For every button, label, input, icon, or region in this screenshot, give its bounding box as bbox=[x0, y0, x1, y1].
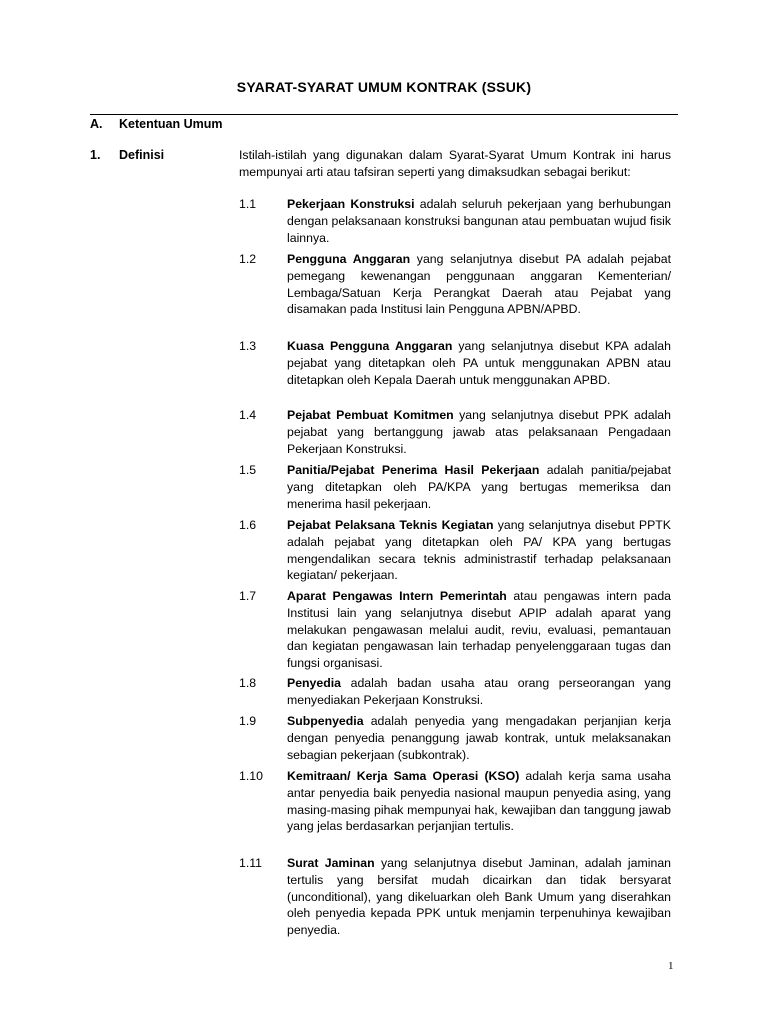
definition-number: 1. bbox=[90, 148, 101, 162]
section-number: A. bbox=[90, 117, 103, 131]
item-description: yang selanjutnya disebut PPK adalah pejabat yang bertanggung jawab atas pelaksanaan Pengadaan Pekerjaan Konstruksi. bbox=[287, 408, 671, 456]
item-description: yang selanjutnya disebut PPTK adalah pejabat yang ditetapkan oleh PA/ KPA yang bertugas mengendalikan secara teknis administrastif terhadap pelaksanaan kegiatan/ pekerjaan. bbox=[287, 518, 671, 583]
item-description: yang selanjutnya disebut Jaminan, adalah jaminan tertulis yang bersifat mudah dicairkan dan tidak bersyarat (unconditional), yang dikeluarkan oleh Bank Umum yang diserahkan oleh penyedia kepada PPK untuk menjamin terpenuhinya kewajiban penyedia. bbox=[287, 856, 671, 938]
item-number: 1.2 bbox=[239, 252, 257, 266]
item-description: atau pengawas intern pada Institusi lain yang selanjutnya disebut APIP adalah aparat yang melakukan pengawasan melalui audit, reviu, evaluasi, pemantauan dan kegiatan pengawasan lain terhadap penyelenggaraan tugas dan fungsi organisasi. bbox=[287, 589, 671, 671]
item-description: adalah kerja sama usaha antar penyedia baik penyedia nasional maupun penyedia asing, yang masing-masing pihak mempunyai hak, kewajiban dan tanggung jawab yang jelas berdasarkan perjanjian tertulis. bbox=[287, 769, 671, 834]
item-description: adalah seluruh pekerjaan yang berhubungan dengan pelaksanaan konstruksi bangunan atau pembuatan wujud fisik lainnya. bbox=[287, 197, 671, 245]
item-term: Subpenyedia bbox=[287, 714, 364, 728]
item-term: Pejabat Pembuat Komitmen bbox=[287, 408, 454, 422]
page-number: 1 bbox=[668, 960, 674, 972]
item-description: adalah badan usaha atau orang perseorangan yang menyediakan Pekerjaan Konstruksi. bbox=[287, 676, 671, 707]
item-text bbox=[287, 713, 671, 763]
item-number: 1.1 bbox=[239, 197, 257, 211]
item-term: Surat Jaminan bbox=[287, 856, 375, 870]
item-term: Kuasa Pengguna Anggaran bbox=[287, 339, 453, 353]
item-text bbox=[287, 462, 671, 512]
item-text bbox=[287, 517, 671, 584]
item-description: yang selanjutnya disebut PA adalah pejabat pemegang kewenangan penggunaan anggaran Kementerian/ Lembaga/Satuan Kerja Perangkat Daerah atau Pejabat yang disamakan pada Institusi lain Pengguna APBN/APBD. bbox=[287, 252, 671, 317]
section-title: Ketentuan Umum bbox=[119, 117, 223, 131]
item-term: Panitia/Pejabat Penerima Hasil Pekerjaan bbox=[287, 463, 540, 477]
item-term: Aparat Pengawas Intern Pemerintah bbox=[287, 589, 507, 603]
item-number: 1.5 bbox=[239, 463, 257, 477]
item-term: Pejabat Pelaksana Teknis Kegiatan bbox=[287, 518, 494, 532]
item-number: 1.8 bbox=[239, 676, 257, 690]
item-text bbox=[287, 407, 671, 457]
item-description: adalah penyedia yang mengadakan perjanjian kerja dengan penyedia penanggung jawab kontrak, untuk melaksanakan sebagian pekerjaan (subkontrak). bbox=[287, 714, 671, 762]
item-number: 1.7 bbox=[239, 589, 257, 603]
item-text bbox=[287, 855, 671, 939]
document-title: SYARAT-SYARAT UMUM KONTRAK (SSUK) bbox=[236, 79, 532, 95]
item-number: 1.9 bbox=[239, 714, 257, 728]
item-text bbox=[287, 675, 671, 709]
item-text bbox=[287, 768, 671, 835]
definition-title: Definisi bbox=[119, 148, 165, 162]
item-text bbox=[287, 196, 671, 246]
item-number: 1.11 bbox=[239, 856, 263, 870]
item-description: yang selanjutnya disebut KPA adalah pejabat yang ditetapkan oleh PA untuk menggunakan APBN atau ditetapkan oleh Kepala Daerah untuk menggunakan APBD. bbox=[287, 339, 671, 387]
title-divider bbox=[90, 114, 678, 115]
item-number: 1.3 bbox=[239, 339, 257, 353]
item-term: Penyedia bbox=[287, 676, 341, 690]
item-text bbox=[287, 251, 671, 318]
item-term: Pengguna Anggaran bbox=[287, 252, 411, 266]
item-text bbox=[287, 588, 671, 672]
item-number: 1.10 bbox=[239, 769, 263, 783]
item-number: 1.6 bbox=[239, 518, 257, 532]
item-text bbox=[287, 338, 671, 388]
item-description: adalah panitia/pejabat yang ditetapkan oleh PA/KPA yang bertugas memeriksa dan menerima hasil pekerjaan. bbox=[287, 463, 671, 511]
item-number: 1.4 bbox=[239, 408, 257, 422]
item-term: Kemitraan/ Kerja Sama Operasi (KSO) bbox=[287, 769, 520, 783]
item-term: Pekerjaan Konstruksi bbox=[287, 197, 415, 211]
definition-intro: Istilah-istilah yang digunakan dalam Syarat-Syarat Umum Kontrak ini harus mempunyai arti atau tafsiran seperti yang dimaksudkan sebagai berikut: bbox=[239, 148, 671, 179]
